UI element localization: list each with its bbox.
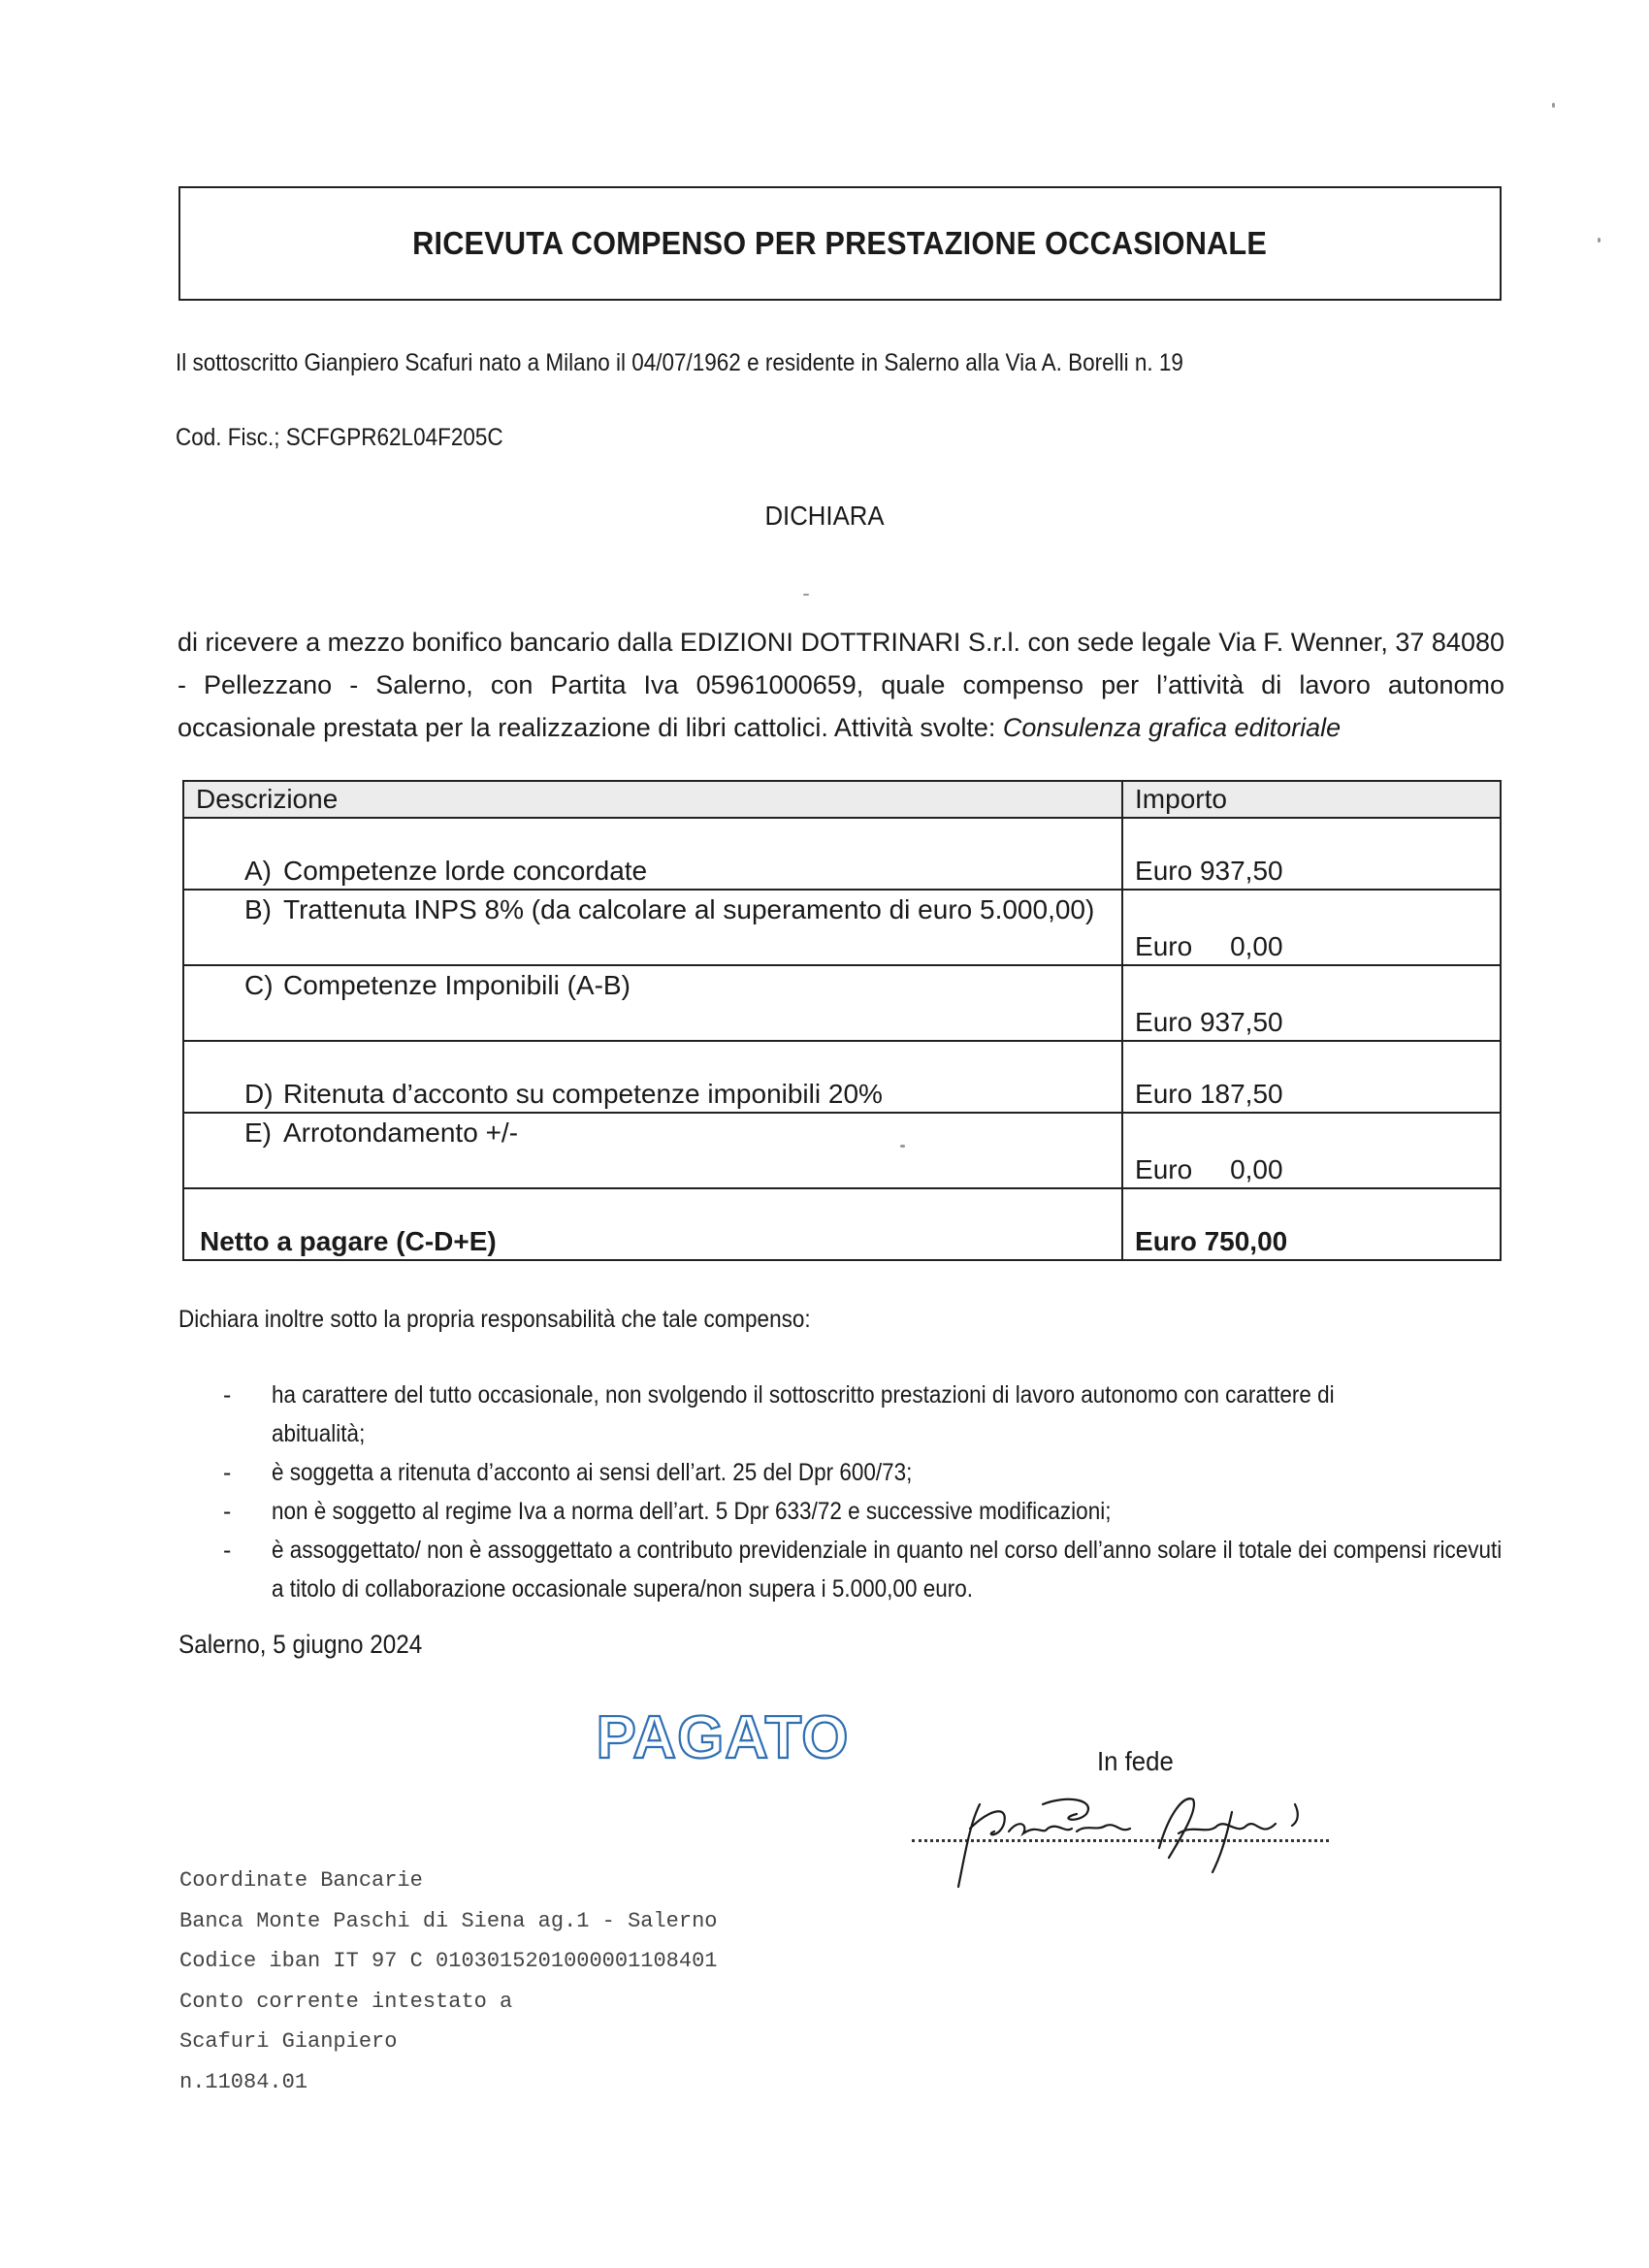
row-amount: Euro 0,00: [1135, 931, 1283, 961]
row-label: Arrotondamento +/-: [283, 1118, 519, 1148]
table-row: B) Trattenuta INPS 8% (da calcolare al superamento di euro 5.000,00) Euro 0,00: [183, 890, 1501, 965]
net-label: Netto a pagare (C-D+E): [200, 1226, 497, 1256]
bank-details: [179, 1868, 718, 2110]
compensation-table: [182, 780, 1502, 1261]
declare-heading: DICHIARA: [764, 501, 885, 531]
scan-speck: [900, 1145, 905, 1148]
conditions-list: [223, 1376, 1513, 1608]
net-amount: Euro 750,00: [1135, 1226, 1288, 1256]
header-description: Descrizione: [183, 781, 1122, 818]
bank-line: Coordinate Bancarie: [179, 1868, 423, 1893]
list-item: - ha carattere del tutto occasionale, non svolgendo il sottoscritto prestazioni di lavoro autonomo con carattere di abitualità;: [223, 1381, 1335, 1447]
title-box: [178, 186, 1502, 301]
list-item: - è soggetta a ritenuta d’acconto ai sensi dell’art. 25 del Dpr 600/73;: [223, 1459, 913, 1486]
row-label: Trattenuta INPS 8% (da calcolare al superamento di euro 5.000,00): [283, 894, 1095, 924]
declaration-activity: Consulenza grafica editoriale: [1002, 713, 1342, 742]
table-row: C) Competenze Imponibili (A-B) Euro 937,50: [183, 965, 1501, 1041]
bank-line: Conto corrente intestato a: [179, 1989, 513, 2014]
table-row: D) Ritenuta d’acconto su competenze imponibili 20% Euro 187,50: [183, 1041, 1501, 1113]
row-label: Competenze Imponibili (A-B): [283, 970, 630, 1000]
document-title: RICEVUTA COMPENSO PER PRESTAZIONE OCCASIONALE: [412, 225, 1268, 261]
header-amount: Importo: [1122, 781, 1501, 818]
handwritten-signature: [951, 1775, 1339, 1892]
iban-line: Codice iban IT 97 C 0103015201000001108401: [179, 1949, 718, 1973]
list-item: - è assoggettato/ non è assoggettato a contributo previdenziale in quanto nel corso dell’anno solare il totale dei compensi ricevuti a titolo di collaborazione occasionale supera/non supera i 5.000,00 euro.: [223, 1537, 1503, 1603]
scan-speck: [1598, 238, 1600, 243]
net-total-row: [183, 1188, 1501, 1260]
scan-speck: [803, 594, 809, 596]
row-label: Ritenuta d’acconto su competenze imponibili 20%: [283, 1079, 883, 1109]
table-row: E) Arrotondamento +/- Euro 0,00: [183, 1113, 1501, 1188]
place-date: Salerno, 5 giugno 2024: [178, 1630, 423, 1659]
account-number: n.11084.01: [179, 2069, 308, 2094]
row-label: Competenze lorde concordate: [283, 856, 648, 886]
stamp-text: PAGATO: [596, 1705, 850, 1767]
intro-line: Il sottoscritto Gianpiero Scafuri nato a Milano il 04/07/1962 e residente in Salerno alla Via A. Borelli n. 19: [176, 349, 1183, 376]
list-item: - non è soggetto al regime Iva a norma dell’art. 5 Dpr 633/72 e successive modificazioni;: [223, 1498, 1112, 1525]
row-amount: Euro 0,00: [1135, 1154, 1283, 1184]
declaration-text: di ricevere a mezzo bonifico bancario dalla EDIZIONI DOTTRINARI S.r.l. con sede legale Via F. Wenner, 37 84080 - Pellezzano - Salerno, con Partita Iva 05961000659, quale compenso per l’attività di lavoro autonomo occasionale prestata per la realizzazione di libri cattolici. Attività svolte:: [178, 628, 1504, 742]
further-intro: Dichiara inoltre sotto la propria responsabilità che tale compenso:: [178, 1306, 811, 1333]
row-amount: Euro 937,50: [1135, 1007, 1283, 1037]
table-row: A) Competenze lorde concordate Euro 937,50: [183, 818, 1501, 890]
scan-speck: [1552, 103, 1555, 108]
closing-text: In fede: [1097, 1746, 1174, 1776]
bank-line: Banca Monte Paschi di Siena ag.1 - Salerno: [179, 1908, 718, 1933]
account-holder: Scafuri Gianpiero: [179, 2029, 398, 2054]
paid-stamp: [582, 1705, 863, 1767]
fiscal-code: Cod. Fisc.; SCFGPR62L04F205C: [176, 424, 503, 451]
table-header-row: [183, 781, 1501, 818]
row-amount: Euro 937,50: [1135, 856, 1283, 886]
row-amount: Euro 187,50: [1135, 1079, 1283, 1109]
declaration-paragraph: [178, 621, 1504, 749]
